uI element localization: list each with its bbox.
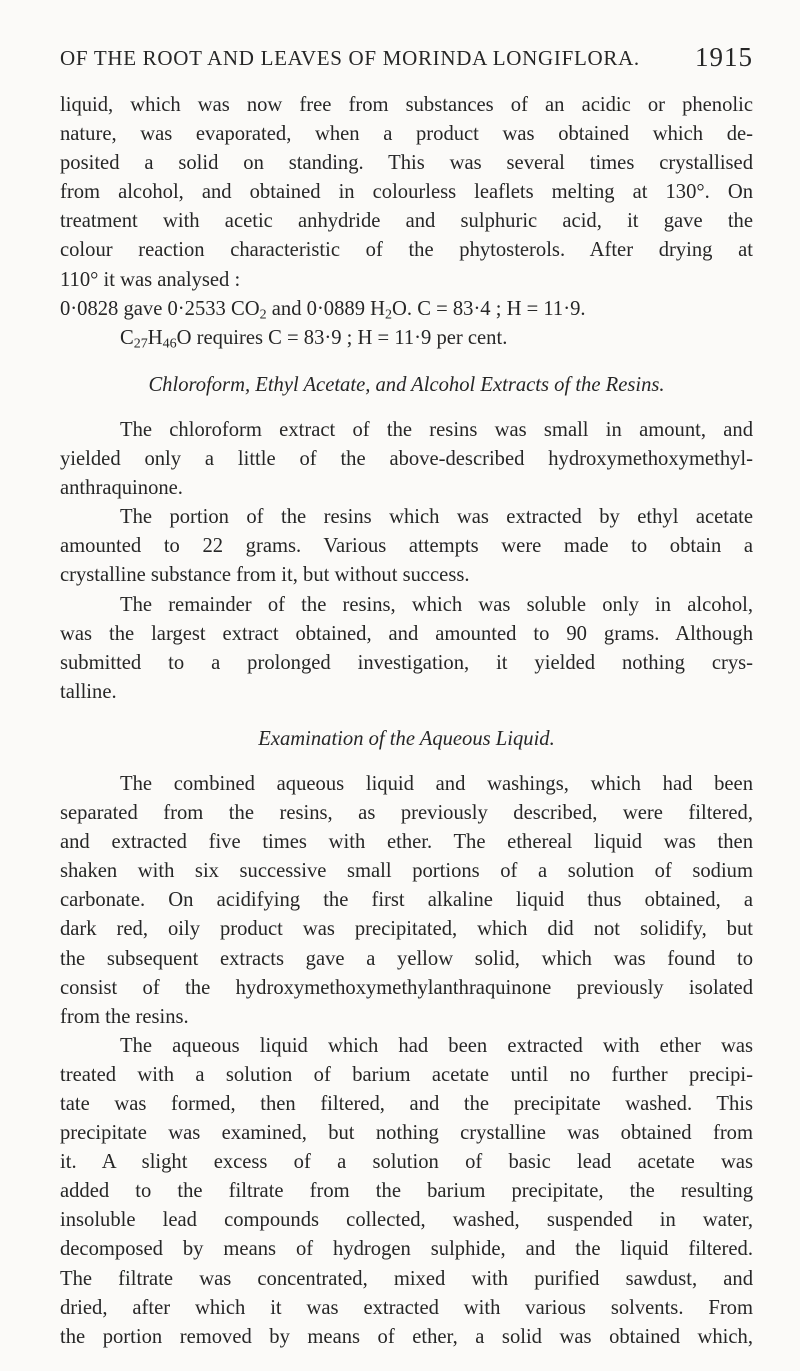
- formula-text: C: [120, 326, 134, 349]
- text-line: from alcohol, and obtained in colourless leaflets melting at 130°. On: [60, 181, 753, 204]
- subscript: 46: [162, 336, 177, 352]
- text-line: The portion of the resins which was extracted by ethyl acetate: [120, 506, 753, 529]
- text-line: was the largest extract obtained, and amounted to 90 grams. Although: [60, 622, 753, 645]
- text-line: The combined aqueous liquid and washings, which had been: [120, 772, 753, 795]
- text-line: liquid, which was now free from substances of an acidic or phenolic: [60, 94, 753, 116]
- text-line: nature, was evaporated, when a product was obtained which de-: [60, 123, 753, 146]
- text-line: dark red, oily product was precipitated, which did not solidify, but: [60, 918, 753, 941]
- text-line: talline.: [60, 680, 117, 703]
- text-line: the subsequent extracts gave a yellow solid, which was found to: [60, 947, 753, 970]
- text-line: the portion removed by means of ether, a solid was obtained which,: [60, 1325, 753, 1348]
- text-line: The chloroform extract of the resins was small in amount, and: [120, 418, 753, 441]
- text-line: colour reaction characteristic of the phytosterols. After drying at: [60, 239, 753, 262]
- text-line: posited a solid on standing. This was several times crystallised: [60, 152, 753, 175]
- text-line: shaken with six successive small portions of a solution of sodium: [60, 860, 753, 883]
- paragraph-aqueous-1: [60, 770, 753, 1032]
- subscript: 2: [259, 307, 267, 323]
- text-line: and extracted five times with ether. The ethereal liquid was then: [60, 831, 753, 854]
- section-heading-extracts: Chloroform, Ethyl Acetate, and Alcohol Extracts of the Resins.: [148, 373, 665, 396]
- text-line: decomposed by means of hydrogen sulphide, and the liquid filtered.: [60, 1238, 753, 1261]
- formula-text: H: [147, 326, 163, 349]
- analysis-required: [60, 324, 753, 353]
- analysis-text: O. C = 83·4 ; H = 11·9.: [392, 297, 586, 320]
- text-line: submitted to a prolonged investigation, it yielded nothing crys-: [60, 651, 753, 674]
- text-line: treated with a solution of barium acetate until no further precipi-: [60, 1063, 753, 1086]
- analysis-found: [60, 295, 753, 324]
- page-number: 1915: [695, 42, 753, 72]
- body-text: [60, 91, 753, 1352]
- analysis-text: 0·0828 gave 0·2533 CO: [60, 297, 260, 320]
- text-line: separated from the resins, as previously described, were filtered,: [60, 802, 753, 825]
- running-head-title: OF THE ROOT AND LEAVES OF MORINDA LONGIFLORA.: [60, 46, 640, 70]
- text-line: anthraquinone.: [60, 477, 183, 500]
- text-line: tate was formed, then filtered, and the precipitate washed. This: [60, 1093, 753, 1115]
- text-line: The filtrate was concentrated, mixed with purified sawdust, and: [60, 1267, 753, 1290]
- text-line: added to the filtrate from the barium precipitate, the resulting: [60, 1180, 753, 1203]
- analysis-text: and 0·0889 H: [266, 297, 386, 320]
- text-line: consist of the hydroxymethoxymethylanthraquinone previously isolated: [60, 976, 753, 999]
- text-line: insoluble lead compounds collected, washed, suspended in water,: [60, 1209, 753, 1232]
- text-line: crystalline substance from it, but without success.: [60, 564, 470, 587]
- text-line: carbonate. On acidifying the first alkaline liquid thus obtained, a: [60, 889, 753, 912]
- section-heading-aqueous: Examination of the Aqueous Liquid.: [258, 727, 555, 750]
- text-line: The remainder of the resins, which was soluble only in alcohol,: [120, 593, 753, 616]
- intro-paragraph: [60, 91, 753, 295]
- text-line: yielded only a little of the above-described hydroxymethoxymethyl-: [60, 448, 753, 471]
- paragraph-chloroform: [60, 416, 753, 503]
- text-line: dried, after which it was extracted with various solvents. From: [60, 1296, 753, 1319]
- formula-text: O requires C = 83·9 ; H = 11·9 per cent.: [176, 326, 508, 349]
- paragraph-alcohol: [60, 591, 753, 707]
- running-head: [60, 42, 753, 82]
- text-line: 110° it was analysed :: [60, 268, 241, 291]
- subscript: 27: [133, 336, 148, 352]
- text-line: precipitate was examined, but nothing crystalline was obtained from: [60, 1122, 753, 1145]
- text-line: treatment with acetic anhydride and sulphuric acid, it gave the: [60, 210, 753, 233]
- text-line: amounted to 22 grams. Various attempts were made to obtain a: [60, 535, 753, 558]
- paragraph-aqueous-2: [60, 1032, 753, 1352]
- text-line: from the resins.: [60, 1005, 189, 1028]
- paragraph-ethyl-acetate: [60, 503, 753, 590]
- subscript: 2: [385, 307, 393, 323]
- text-line: it. A slight excess of a solution of basic lead acetate was: [60, 1151, 753, 1174]
- text-line: The aqueous liquid which had been extracted with ether was: [120, 1034, 753, 1057]
